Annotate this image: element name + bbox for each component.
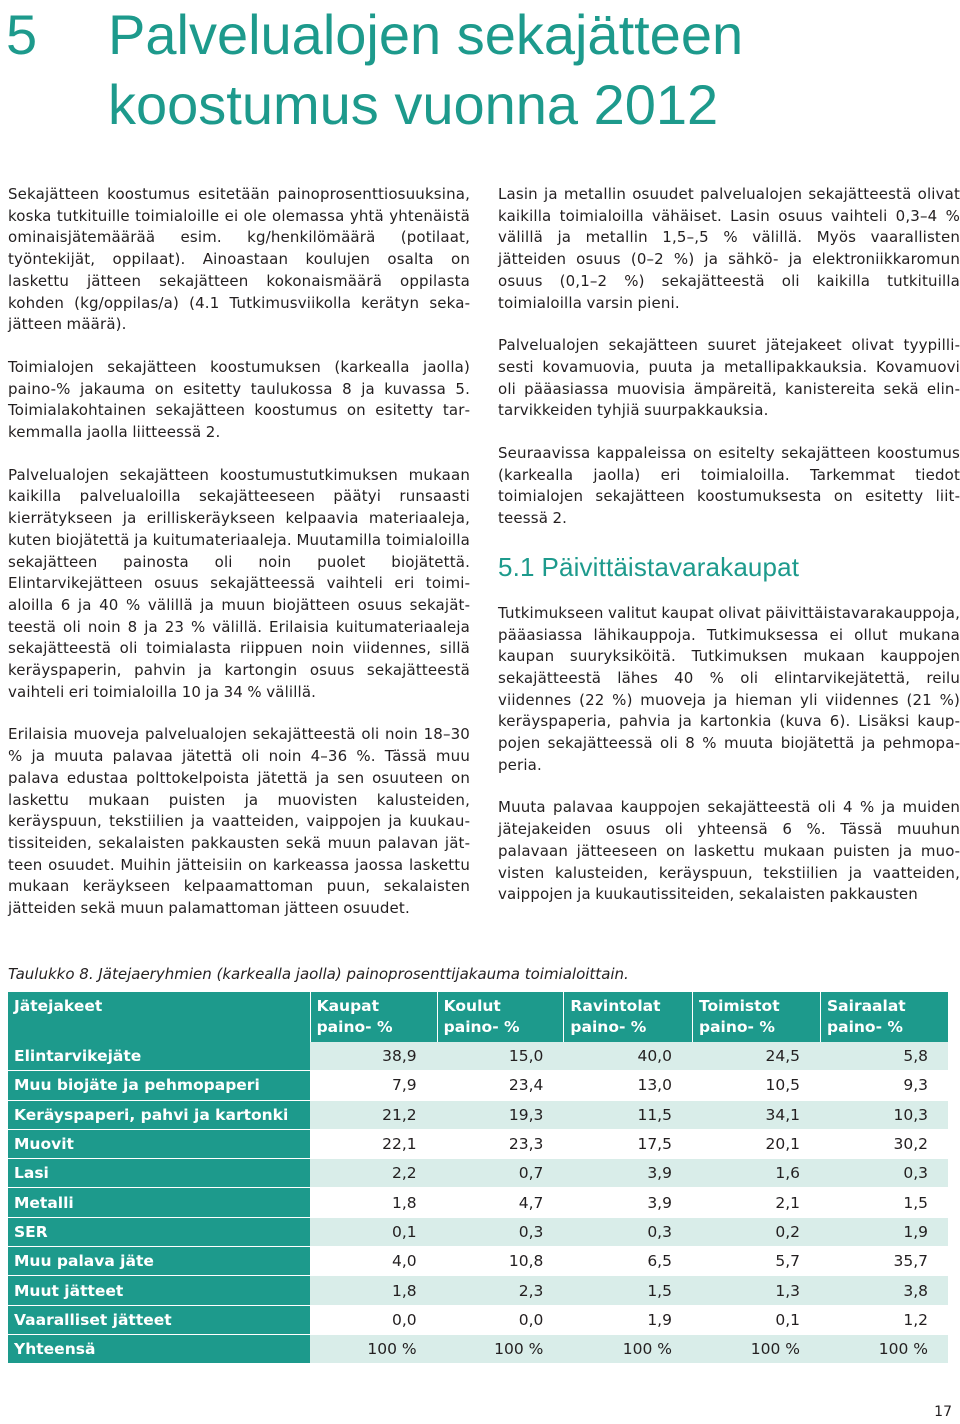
row-label: Elintarvikejäte — [8, 1042, 310, 1071]
table-row — [8, 1042, 948, 1071]
chapter-title-line-2: koostumus vuonna 2012 — [108, 73, 719, 136]
header-column: Sairaalat paino- % — [820, 992, 948, 1042]
table-cell: 1,8 — [310, 1188, 437, 1217]
table-caption: Taulukko 8. Jätejaeryhmien (karkealla jaolla) painoprosenttijakauma toimialoittain. — [8, 965, 629, 983]
table-cell: 17,5 — [563, 1130, 692, 1159]
row-label: Muut jätteet — [8, 1276, 310, 1305]
table-row — [8, 1276, 948, 1305]
right-text-column — [498, 184, 960, 927]
table-cell: 23,3 — [437, 1130, 564, 1159]
table-cell: 4,7 — [437, 1188, 564, 1217]
row-label: Metalli — [8, 1188, 310, 1217]
table-cell: 30,2 — [820, 1130, 948, 1159]
paragraph: Muuta palavaa kauppojen sekajätteestä oli 4 % ja muiden jätejakeiden osuus oli yhteensä 6 %. Tässä muuhun palavaan jätteeseen on laskettu mukaan puisten ja muovisten kalusteiden, keräyspuun, tekstiilien ja vaatteiden, vaippojen ja kuukautissiteiden, sekalaisten pakkausten — [498, 798, 960, 904]
row-label: Muu biojäte ja pehmopaperi — [8, 1071, 310, 1100]
left-text-column — [8, 184, 470, 941]
section-subheading: 5.1 Päivittäistavarakaupat — [498, 551, 800, 582]
table-row — [8, 1188, 948, 1217]
table-row — [8, 1159, 948, 1188]
table-cell: 5,8 — [820, 1042, 948, 1071]
table-cell: 1,2 — [820, 1306, 948, 1335]
header-column: Ravintolat paino- % — [563, 992, 692, 1042]
paragraph: Palvelualojen sekajätteen koostumustutkimuksen mukaan kaikilla palvelualoilla sekajätteeseen päätyi runsaasti kierrätykseen ja erilliskeräykseen kelpaavia materiaaleja, kuten biojätettä ja kuitumateriaaleja. Muutamilla toimialoilla sekajätteen painosta oli noin puolet biojätettä. Elintarvikejätteen osuus sekajätteessä vaihteli eri toimialoilla 6 ja 40 % välillä ja muun biojätteen osuus sekajätteestä oli noin 8 ja 23 % välillä. Erilaisia kuitumateriaaleja sekajätteestä oli toimialasta riippuen noin viidennes, sillä keräyspaperin, pahvin ja kartongin osuus sekajätteestä vaihteli eri toimialoilla 10 ja 34 % välillä. — [8, 465, 470, 701]
table-cell: 9,3 — [820, 1071, 948, 1100]
table-cell: 3,8 — [820, 1276, 948, 1305]
chapter-number: 5 — [6, 3, 38, 66]
row-label: SER — [8, 1218, 310, 1247]
paragraph: Lasin ja metallin osuudet palvelualojen sekajätteestä olivat kaikilla toimialoilla vähäiset. Lasin osuus vaihteli 0,3–4 % välillä ja metallin 1,5–,5 % välillä. Myös vaarallisten jätteiden osuus (0–2 %) ja sähkö- ja elektroniikkaromun osuus (0,1–2 %) sekajätteestä oli kaikilla tutkituilla toimialoilla varsin pieni. — [498, 185, 960, 312]
paragraph: Erilaisia muoveja palvelualojen sekajätteestä oli noin 18–30 % ja muuta palavaa jätettä oli noin 4–36 %. Tässä muu palava edustaa polttokelpoista jätettä ja sen osuuteen on laskettu mukaan puisten ja muovisten kalusteiden, keräyspuun, tekstiilien ja vaatteiden, vaippojen ja kuukautissiteiden, sekalaisten pakkausten sekä muun palavan jätteen osuudet. Muihin jätteisiin on karkeassa jaossa laskettu mukaan keräykseen kelpaamattoman puun, sekalaisten jätteiden sekä muun palamattoman jätteen osuudet. — [8, 725, 470, 918]
paragraph: Palvelualojen sekajätteen suuret jätejakeet olivat tyypillisesti kovamuovia, puuta ja metallipakkauksia. Kovamuovi oli pääasiassa muovisia ämpäreitä, kanistereita sekä elintarvikkeiden tyhjiä suurpakkauksia. — [498, 336, 960, 420]
table-cell: 1,3 — [692, 1276, 820, 1305]
table-cell: 1,5 — [820, 1188, 948, 1217]
table-cell: 0,1 — [310, 1218, 437, 1247]
header-waste-fraction: Jätejakeet — [8, 992, 310, 1042]
table-cell: 0,3 — [437, 1218, 564, 1247]
page-number: 17 — [934, 1404, 952, 1420]
paragraph: Tutkimukseen valitut kaupat olivat päivittäistavarakauppoja, pääasiassa lähikauppoja. Tutkimuksessa ei ollut mukana kaupan suuryksiköitä. Tutkimuksen mukaan kauppojen sekajätteestä lähes 40 % oli elintarvikejätettä, reilu viidennes (22 %) muoveja ja hieman yli viidennes (21 %) keräyspaperia, pahvia ja kartonkia (kuva 6). Lisäksi kauppojen sekajätteessä oli 8 % muuta biojätettä ja pehmopaperia. — [498, 603, 960, 774]
row-label: Lasi — [8, 1159, 310, 1188]
header-column: Kaupat paino- % — [310, 992, 437, 1042]
paragraph: Toimialojen sekajätteen koostumuksen (karkealla jaolla) paino-% jakauma on esitetty taulukossa 8 ja kuvassa 5. Toimialakohtainen sekajätteen koostumus on esitetty tarkemmalla jaolla liitteessä 2. — [8, 357, 470, 442]
table-cell: 1,9 — [820, 1218, 948, 1247]
table-cell: 10,3 — [820, 1101, 948, 1130]
paragraph: Sekajätteen koostumus esitetään painoprosenttiosuuksina, koska tutkituille toimialoille ei ole olemassa yhtä yhtenäistä ominaisjätemäärää esim. kg/henkilömäärä (potilaat, työntekijät, oppilaat). Ainoastaan koulujen osalta on laskettu jätteen sekajätteen kokonaismäärä oppilasta kohden (kg/oppilas/a) (4.1 Tutkimusviikolla kerätyn sekajätteen määrä). — [8, 185, 470, 334]
row-label: Muu palava jäte — [8, 1247, 310, 1276]
table-cell: 13,0 — [563, 1071, 692, 1100]
table-cell: 100 % — [692, 1335, 820, 1364]
table-cell: 100 % — [310, 1335, 437, 1364]
table-cell: 35,7 — [820, 1247, 948, 1276]
table-row — [8, 1247, 948, 1276]
table-row — [8, 1071, 948, 1100]
table-cell: 38,9 — [310, 1042, 437, 1071]
row-label: Keräyspaperi, pahvi ja kartonki — [8, 1101, 310, 1130]
header-column: Koulut paino- % — [437, 992, 564, 1042]
table-cell: 2,2 — [310, 1159, 437, 1188]
table-cell: 6,5 — [563, 1247, 692, 1276]
table-cell: 11,5 — [563, 1101, 692, 1130]
table-cell: 100 % — [820, 1335, 948, 1364]
table-cell: 20,1 — [692, 1130, 820, 1159]
table-cell: 22,1 — [310, 1130, 437, 1159]
table-cell: 7,9 — [310, 1071, 437, 1100]
table-cell: 0,2 — [692, 1218, 820, 1247]
table-cell: 1,5 — [563, 1276, 692, 1305]
table-cell: 1,6 — [692, 1159, 820, 1188]
table-cell: 1,9 — [563, 1306, 692, 1335]
table-row — [8, 1101, 948, 1130]
table-cell: 100 % — [563, 1335, 692, 1364]
table-cell: 100 % — [437, 1335, 564, 1364]
table-header-row — [8, 992, 948, 1042]
table-row — [8, 1218, 948, 1247]
table-cell: 3,9 — [563, 1159, 692, 1188]
table-cell: 0,0 — [437, 1306, 564, 1335]
chapter-title-line-1: Palvelualojen sekajätteen — [108, 3, 744, 66]
table-cell: 4,0 — [310, 1247, 437, 1276]
table-cell: 23,4 — [437, 1071, 564, 1100]
table-cell: 10,5 — [692, 1071, 820, 1100]
table-cell: 0,7 — [437, 1159, 564, 1188]
waste-composition-table — [8, 992, 948, 1364]
table-cell: 34,1 — [692, 1101, 820, 1130]
row-label: Vaaralliset jätteet — [8, 1306, 310, 1335]
table-cell: 24,5 — [692, 1042, 820, 1071]
table-cell: 21,2 — [310, 1101, 437, 1130]
header-column: Toimistot paino- % — [692, 992, 820, 1042]
table-cell: 10,8 — [437, 1247, 564, 1276]
paragraph: Seuraavissa kappaleissa on esitelty sekajätteen koostumus (karkealla jaolla) eri toimialoilla. Tarkemmat tiedot toimialojen sekajätteen koostumuksesta on esitetty liitteessä 2. — [498, 444, 960, 528]
table-row — [8, 1306, 948, 1335]
table-cell: 0,3 — [563, 1218, 692, 1247]
table-cell: 2,1 — [692, 1188, 820, 1217]
table-cell: 0,0 — [310, 1306, 437, 1335]
table-cell: 0,3 — [820, 1159, 948, 1188]
table-row — [8, 1130, 948, 1159]
table-cell: 2,3 — [437, 1276, 564, 1305]
table-cell: 19,3 — [437, 1101, 564, 1130]
table-row — [8, 1335, 948, 1364]
table-cell: 40,0 — [563, 1042, 692, 1071]
row-label: Yhteensä — [8, 1335, 310, 1364]
table-cell: 15,0 — [437, 1042, 564, 1071]
table-cell: 3,9 — [563, 1188, 692, 1217]
table-cell: 5,7 — [692, 1247, 820, 1276]
table-cell: 0,1 — [692, 1306, 820, 1335]
row-label: Muovit — [8, 1130, 310, 1159]
table-cell: 1,8 — [310, 1276, 437, 1305]
